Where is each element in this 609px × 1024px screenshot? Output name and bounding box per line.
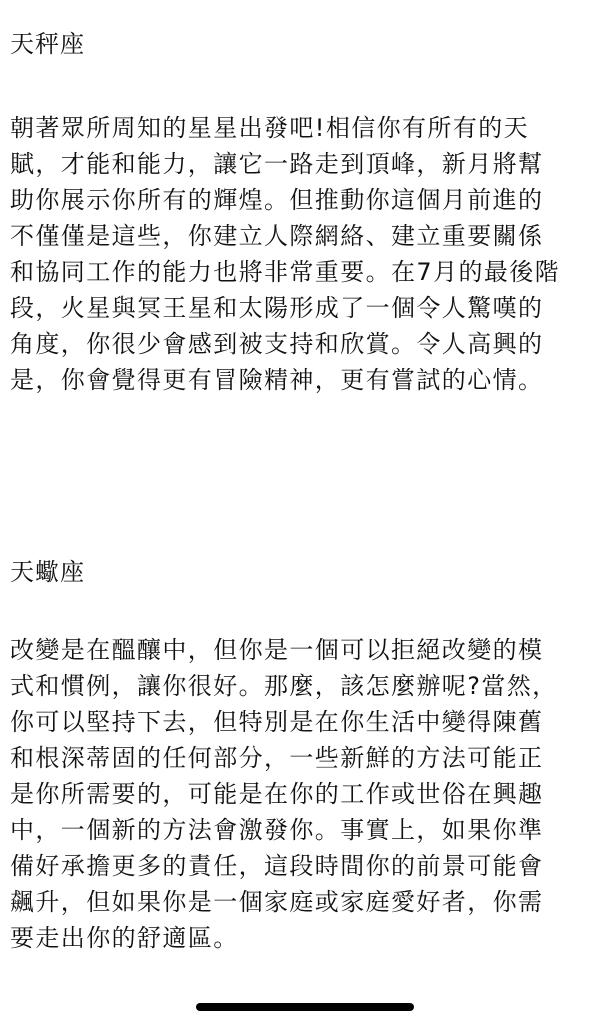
scorpio-paragraph-line: 式和慣例，讓你很好。那麼，該怎麼辦呢?當然，	[10, 672, 558, 700]
scorpio-paragraph-line: 備好承擔更多的責任，這段時間你的前景可能會	[10, 852, 544, 880]
libra-paragraph-line: 助你展示你所有的輝煌。但推動你這個月前進的	[10, 186, 544, 214]
scorpio-paragraph-line: 中，一個新的方法會激發你。事實上，如果你準	[10, 816, 544, 844]
libra-paragraph-line: 賦，才能和能力，讓它一路走到頂峰，新月將幫	[10, 150, 544, 178]
scorpio-paragraph-line: 飆升，但如果你是一個家庭或家庭愛好者，你需	[10, 888, 544, 916]
scorpio-heading: 天蠍座	[10, 558, 85, 586]
libra-paragraph-line: 和協同工作的能力也將非常重要。在7月的最後階	[10, 258, 561, 286]
libra-paragraph-line: 段，火星與冥王星和太陽形成了一個令人驚嘆的	[10, 294, 544, 322]
libra-paragraph-line: 不僅僅是這些，你建立人際網絡、建立重要關係	[10, 222, 544, 250]
libra-paragraph-line: 是，你會覺得更有冒險精神，更有嘗試的心情。	[10, 366, 544, 394]
libra-paragraph-line: 朝著眾所周知的星星出發吧!相信你有所有的天	[10, 114, 530, 142]
scorpio-paragraph-line: 要走出你的舒適區。	[10, 924, 239, 952]
libra-heading: 天秤座	[10, 30, 85, 58]
scorpio-horoscope-paragraph	[10, 632, 604, 956]
scorpio-paragraph-line: 是你所需要的，可能是在你的工作或世俗在興趣	[10, 780, 544, 808]
libra-horoscope-paragraph	[10, 110, 604, 398]
scorpio-paragraph-line: 改變是在醞釀中，但你是一個可以拒絕改變的模	[10, 636, 544, 664]
scorpio-paragraph-line: 你可以堅持下去，但特別是在你生活中變得陳舊	[10, 708, 544, 736]
scorpio-paragraph-line: 和根深蒂固的任何部分，一些新鮮的方法可能正	[10, 744, 544, 772]
libra-paragraph-line: 角度，你很少會感到被支持和欣賞。令人高興的	[10, 330, 544, 358]
home-indicator-bar[interactable]	[196, 1003, 414, 1011]
